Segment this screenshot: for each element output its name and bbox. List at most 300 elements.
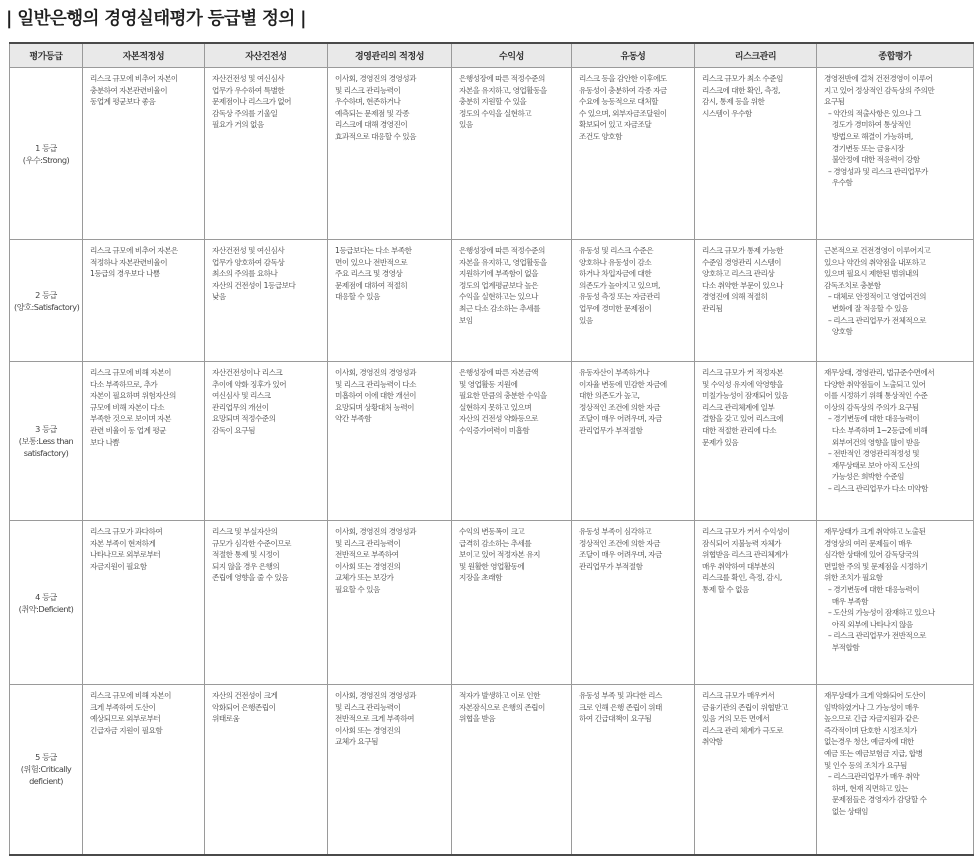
cell-text-line: 유동성 측정 또는 자금관리 <box>579 292 660 302</box>
cell-text-line: 업무에 경미한 문제점이 <box>579 303 652 313</box>
summary-bullet-line <box>824 783 967 795</box>
page-title: | 일반은행의 경영실태평가 등급별 정의 | <box>6 9 306 29</box>
cell-text-line: 이사회, 경영진의 경영성과 <box>335 527 416 536</box>
cell-text-line: 업무가 양호하여 감독상 <box>212 257 285 267</box>
cell-text-line: 있음 <box>579 315 593 325</box>
grade-cell <box>10 521 83 685</box>
asset-quality-cell <box>205 362 328 521</box>
cell-text-line: 있음 <box>459 120 473 130</box>
cell-text-line: 리스크 규모에 비추어 자본이 <box>90 74 178 83</box>
summary-bullet-line <box>824 483 967 495</box>
cell-text-line: 예상되므로 외부로부터 <box>90 714 161 724</box>
summary-bullet-line <box>824 460 967 472</box>
cell-text-line: 수준임 경영관리 시스템이 <box>702 257 782 267</box>
summary-bullet-line <box>824 437 967 449</box>
summary-text-line: 예금 또는 예금보험금 지급, 합병 <box>824 748 923 758</box>
cell-text-line: 자본을 유지하고, 영업활동을 <box>459 257 547 267</box>
cell-text-line: 의존도가 높아지고 있으며, <box>579 280 660 290</box>
cell-text-line: 대응할 수 있음 <box>335 292 380 302</box>
cell-text-line: 다소 취약한 부문이 있으나 <box>702 280 783 290</box>
bullet-text: 변화에 잘 적응할 수 있음 <box>831 303 908 313</box>
cell-text-line: 급격히 감소하는 추세를 <box>459 538 532 548</box>
cell-text-line: 악화되어 은행존립이 <box>212 702 276 712</box>
cell-text-line: 요망되며 적정수준의 <box>212 414 276 424</box>
liquidity-cell <box>572 685 695 855</box>
bullet-dash: – <box>828 166 834 176</box>
cell-text-line: 금융기관의 존립이 위협받고 <box>702 702 788 712</box>
cell-text-line: 리스크 규모가 커서 수익성이 <box>702 527 790 536</box>
summary-bullet-line <box>824 119 967 131</box>
cell-text-line: 자산의 건전성 약화등으로 <box>459 414 539 424</box>
bullet-text: 전반적인 경영관리적정성 및 <box>833 449 920 459</box>
cell-text-line: 대한 적절한 관리에 다소 <box>702 425 777 435</box>
summary-bullet-line <box>824 143 967 155</box>
cell-text-line: 및 리스크 관리능력이 <box>335 85 401 95</box>
cell-text-line: 및 원활한 영업활동에 <box>459 561 525 571</box>
asset-quality-cell <box>205 521 328 685</box>
grade-number: 2 등급 <box>35 289 57 300</box>
cell-text-line: 정도의 업계평균보다 높은 <box>459 280 539 290</box>
cell-text-line: 은행성장에 따른 적정수준의 <box>459 74 545 83</box>
bullet-text: 리스크 관리업무가 다소 미약함 <box>833 483 928 493</box>
cell-text-line: 및 영업활동 지원에 <box>459 379 518 389</box>
cell-text-line: 전반적으로 부족하여 <box>335 550 399 560</box>
summary-text-line: 요구됨 <box>824 97 845 107</box>
grade-description: (양호:Satisfactory) <box>14 301 80 312</box>
cell-text-line: 자산의 건전성이 크게 <box>212 691 278 700</box>
earnings-cell <box>452 685 572 855</box>
summary-bullet-line <box>824 471 967 483</box>
bullet-text: 하며, 현재 직면하고 있는 <box>831 783 908 793</box>
table-row <box>10 240 974 362</box>
cell-text-line: 리스크를 확인, 측정, 감시, <box>702 573 782 583</box>
summary-bullet-line <box>824 326 967 338</box>
rating-table <box>9 42 974 856</box>
cell-text-line: 주요 리스크 및 경영상 <box>335 269 403 279</box>
cell-text-line: 양호하고 리스크 관리상 <box>702 269 775 279</box>
cell-text-line: 이자율 변동에 민감한 자금에 <box>579 379 667 389</box>
cell-text-line: 하여 긴급대책이 요구됨 <box>579 714 652 724</box>
cell-text-line: 및 수익성 유지에 악영향을 <box>702 379 783 389</box>
risk-management-cell <box>695 685 817 855</box>
earnings-cell <box>452 68 572 240</box>
grade-cell <box>10 362 83 521</box>
cell-text-line: 수 있으며, 외부자금조달원이 <box>579 108 667 118</box>
cell-text-line: 유동성 부족이 심각하고 <box>579 527 652 536</box>
cell-text-line: 자본잠식으로 은행의 존립이 <box>459 702 545 712</box>
cell-text-line: 크게 부족하여 도산이 <box>90 702 156 712</box>
cell-text-line: 이사회, 경영진의 경영성과 <box>335 74 416 83</box>
table-body <box>10 68 974 855</box>
composite-cell <box>817 68 974 240</box>
bullet-text: 리스크 관리업무가 전체적으로 <box>833 315 926 325</box>
cell-text-line: 경영진에 의해 적절히 <box>702 292 768 302</box>
header-grade: 평가등급 <box>10 43 83 68</box>
summary-bullet-line <box>824 154 967 166</box>
summary-bullet-line <box>824 166 967 178</box>
grade-number: 1 등급 <box>35 142 57 153</box>
cell-text-line: 규모가 심각한 수준이므로 <box>212 538 292 548</box>
cell-text-line: 하거나 차입자금에 대한 <box>579 269 652 279</box>
cell-text-line: 유동자산이 부족하거나 <box>579 368 650 377</box>
bullet-dash: – <box>828 631 834 641</box>
cell-text-line: 수익증가여력이 미흡함 <box>459 425 530 435</box>
summary-text-line: 근본적으로 건전경영이 이루어지고 <box>824 246 931 255</box>
grade-description: (취약:Deficient) <box>18 603 74 614</box>
summary-bullet-line <box>824 794 967 806</box>
summary-bullet-line <box>824 642 967 654</box>
risk-management-cell <box>695 68 817 240</box>
liquidity-cell <box>572 68 695 240</box>
cell-text-line: 있음 거의 모든 면에서 <box>702 714 770 724</box>
cell-text-line: 적절한 통제 및 시정이 <box>212 550 280 560</box>
cell-text-line: 및 리스크 관리능력이 <box>335 538 401 548</box>
bullet-dash: – <box>828 108 834 118</box>
bullet-text: 대체로 안정적이고 영업여건의 <box>833 292 926 302</box>
cell-text-line: 위협을 받음 <box>459 714 496 724</box>
cell-text-line: 관리업무의 개선이 <box>212 402 269 412</box>
bullet-text: 경기변동에 대한 대응능력이 <box>833 414 920 424</box>
cell-text-line: 리스크 규모가 통제 가능한 <box>702 246 783 255</box>
cell-text-line: 양호하나 유동성이 감소 <box>579 257 652 267</box>
summary-text-line: 지고 있어 정상적인 감독상의 주의만 <box>824 85 935 95</box>
cell-text-line: 충분하여 자본관련비율이 <box>90 85 168 95</box>
cell-text-line: 자산건전성 및 여신심사 <box>212 246 285 255</box>
grade-description: (우수:Strong) <box>22 154 70 165</box>
summary-bullet-line <box>824 619 967 631</box>
cell-text-line: 지장을 초래함 <box>459 573 502 583</box>
cell-text-line: 예측되는 문제점 및 각종 <box>335 108 410 118</box>
summary-bullet-line <box>824 806 967 818</box>
cell-text-line: 자본 부족이 현저하게 <box>90 538 156 548</box>
cell-text-line: 이사회 또는 경영진의 <box>335 725 401 735</box>
cell-text-line: 자산건전성 및 여신심사 <box>212 74 285 83</box>
summary-bullet-line <box>824 607 967 619</box>
summary-text-line: 및 인수 등의 조치가 요구됨 <box>824 760 907 770</box>
bullet-text: 우수함 <box>831 178 853 188</box>
cell-text-line: 낮음 <box>212 292 226 302</box>
cell-text-line: 리스크 규모에 비추어 자본은 <box>90 246 178 255</box>
cell-text-line: 교체가 또는 보강가 <box>335 573 394 583</box>
cell-text-line: 문제점에 대하여 적절히 <box>335 280 408 290</box>
composite-cell <box>817 240 974 362</box>
cell-text-line: 1등급보다는 다소 부족한 <box>335 246 412 255</box>
cell-text-line: 최근 다소 감소하는 추세를 <box>459 303 540 313</box>
cell-text-line: 결함을 갖고 있어 리스크에 <box>702 414 783 424</box>
cell-text-line: 유동성이 충분하여 각종 자금 <box>579 85 667 95</box>
cell-text-line: 리스크 관리 체계가 극도로 <box>702 725 783 735</box>
summary-bullet-line <box>824 291 967 303</box>
grade-cell <box>10 240 83 362</box>
summary-text-line: 즉각적이며 단호한 시정조치가 <box>824 725 917 735</box>
cell-text-line: 나타나므로 외부로부터 <box>90 550 161 560</box>
asset-quality-cell <box>205 685 328 855</box>
cell-text-line: 문제가 있음 <box>702 437 739 447</box>
bullet-text: 경영성과 및 리스크 관리업무가 <box>833 166 928 176</box>
cell-text-line: 교체가 요구됨 <box>335 737 378 747</box>
cell-text-line: 정상적인 조건에 의한 자금 <box>579 538 660 548</box>
bullet-dash: – <box>828 315 834 325</box>
grade-number: 3 등급 <box>35 424 57 434</box>
bullet-text: 방법으로 해결이 가능하며, <box>831 131 913 141</box>
summary-text-line: 면밀한 주의 및 문제점을 시정하기 <box>824 561 928 571</box>
table-header-row <box>10 43 974 68</box>
cell-text-line: 약간 부족함 <box>335 414 372 424</box>
bullet-dash: – <box>828 414 834 424</box>
bullet-text: 없는 상태임 <box>831 806 868 816</box>
cell-text-line: 자본이 필요하며 위험자산의 <box>90 391 176 401</box>
bullet-text: 아직 외부에 나타나지 않음 <box>831 619 913 629</box>
cell-text-line: 리스크 규모에 비해 자본이 <box>90 691 171 700</box>
cell-text-line: 보다 나쁨 <box>90 437 120 447</box>
cell-text-line: 부족한 것으로 보이며 자본 <box>90 414 171 424</box>
cell-text-line: 자금지원이 필요함 <box>90 561 147 571</box>
risk-management-cell <box>695 362 817 521</box>
bullet-text: 가능성은 희박한 수준임 <box>831 472 905 482</box>
cell-text-line: 자산건전성이나 리스크 <box>212 368 283 377</box>
cell-text-line: 적정하나 자본관련비율이 <box>90 257 168 267</box>
cell-text-line: 매우 취약하여 대부분의 <box>702 561 775 571</box>
asset-quality-cell <box>205 68 328 240</box>
cell-text-line: 효과적으로 대응할 수 있음 <box>335 131 416 141</box>
cell-text-line: 리스크 및 부실자산의 <box>212 527 278 536</box>
cell-text-line: 여신심사 및 리스크 <box>212 391 271 401</box>
cell-text-line: 리스크 규모가 커 적정자본 <box>702 368 783 377</box>
summary-bullet-line <box>824 315 967 327</box>
composite-cell <box>817 521 974 685</box>
cell-text-line: 관련 비율이 동 업계 평균 <box>90 425 167 435</box>
cell-text-line: 자산의 건전성이 1등급보다 <box>212 280 296 290</box>
summary-bullet-line <box>824 413 967 425</box>
header-asset-quality: 자산건전성 <box>205 43 328 68</box>
liquidity-cell <box>572 521 695 685</box>
summary-text-line: 재무상태가 크게 취약하고 노출된 <box>824 527 926 536</box>
bullet-text: 약간의 적출사항은 있으나 그 <box>833 108 921 118</box>
cell-text-line: 충분히 지원할 수 있을 <box>459 97 527 107</box>
management-cell <box>328 685 452 855</box>
summary-text-line: 심각한 상태에 있어 감독당국의 <box>824 550 919 560</box>
header-management: 경영관리의 적정성 <box>328 43 452 68</box>
cell-text-line: 필요할 수 있음 <box>335 584 380 594</box>
summary-text-line: 재무상태가 크게 악화되어 도산이 <box>824 691 926 700</box>
cell-text-line: 요망되며 상황대처 능력이 <box>335 402 415 412</box>
summary-text-line: 감독조치로 충분함 <box>824 280 881 290</box>
cell-text-line: 리스크에 대한 확인, 측정, <box>702 85 780 95</box>
management-cell <box>328 362 452 521</box>
summary-text-line: 있으며 필요시 제한된 범위내의 <box>824 269 919 279</box>
cell-text-line: 확보되어 있고 자금조달 <box>579 120 652 130</box>
cell-text-line: 면이 있으나 전반적으로 <box>335 257 408 267</box>
table-row <box>10 68 974 240</box>
summary-text-line: 높으므로 긴급 자금지원과 같은 <box>824 714 919 724</box>
cell-text-line: 1등급의 경우보다 나쁨 <box>90 269 160 279</box>
risk-management-cell <box>695 521 817 685</box>
header-liquidity: 유동성 <box>572 43 695 68</box>
capital-adequacy-cell <box>83 685 205 855</box>
cell-text-line: 되지 않을 경우 은행의 <box>212 561 280 571</box>
earnings-cell <box>452 240 572 362</box>
summary-bullet-line <box>824 448 967 460</box>
composite-cell <box>817 362 974 521</box>
summary-bullet-line <box>824 131 967 143</box>
liquidity-cell <box>572 362 695 521</box>
cell-text-line: 우수하며, 현존하거나 <box>335 97 401 107</box>
bullet-dash: – <box>828 584 834 594</box>
cell-text-line: 크로 인해 은행 존립이 위태 <box>579 702 662 712</box>
cell-text-line: 리스크 관리체계에 일부 <box>702 402 775 412</box>
bullet-text: 외부여건의 영향을 많이 받음 <box>831 437 920 447</box>
summary-bullet-line <box>824 108 967 120</box>
cell-text-line: 이사회 또는 경영진의 <box>335 561 401 571</box>
cell-text-line: 이사회, 경영진의 경영성과 <box>335 368 416 377</box>
cell-text-line: 규모에 비해 자본이 다소 <box>90 402 165 412</box>
cell-text-line: 관리업무가 부적절함 <box>579 561 643 571</box>
cell-text-line: 보이고 있어 적정자본 유지 <box>459 550 540 560</box>
bullet-dash: – <box>828 483 834 493</box>
cell-text-line: 리스크 등을 감안한 이후에도 <box>579 74 667 83</box>
cell-text-line: 지원하기에 부족함이 없을 <box>459 269 539 279</box>
cell-text-line: 유동성 및 리스크 수준은 <box>579 246 654 255</box>
summary-text-line: 이상의 감독상의 주의가 요구됨 <box>824 402 919 412</box>
header-capital-adequacy: 자본적정성 <box>83 43 205 68</box>
cell-text-line: 유동성 부족 및 과다한 리스 <box>579 691 662 700</box>
bullet-text: 경기변동 또는 금융시장 <box>831 143 905 153</box>
bullet-text: 불안정에 대한 적응력이 강함 <box>831 155 920 165</box>
cell-text-line: 존립에 영향을 줄 수 있음 <box>212 573 289 583</box>
capital-adequacy-cell <box>83 240 205 362</box>
cell-text-line: 리스크 규모에 비해 자본이 <box>90 368 171 377</box>
summary-text-line: 위한 조치가 필요함 <box>824 573 883 583</box>
grade-number: 4 등급 <box>35 591 57 602</box>
bullet-text: 도산의 가능성이 잠재하고 있으나 <box>833 608 935 618</box>
management-cell <box>328 521 452 685</box>
summary-text-line: 없는경우 청산, 예금자에 대한 <box>824 737 914 747</box>
bullet-dash: – <box>828 292 834 302</box>
cell-text-line: 및 리스크 관리능력이 <box>335 702 401 712</box>
bullet-text: 매우 부족함 <box>831 596 868 606</box>
summary-text-line: 재무상태, 경영관리, 법규준수면에서 <box>824 368 935 377</box>
bullet-text: 경기변동에 대한 대응능력이 <box>833 584 920 594</box>
capital-adequacy-cell <box>83 362 205 521</box>
summary-bullet-line <box>824 596 967 608</box>
cell-text-line: 조건도 양호함 <box>579 131 622 141</box>
grade-description: (보통:Less than satisfactory) <box>18 436 74 458</box>
bullet-dash: – <box>828 608 834 618</box>
cell-text-line: 동업계 평균보다 좋음 <box>90 97 156 107</box>
bullet-text: 정도가 경미하여 통상적인 <box>831 120 911 130</box>
cell-text-line: 이사회, 경영진의 경영성과 <box>335 691 416 700</box>
cell-text-line: 수요에 능동적으로 대처할 <box>579 97 659 107</box>
summary-text-line: 임박하였거나 그 가능성이 매우 <box>824 702 919 712</box>
summary-text-line: 경영전반에 걸쳐 건전경영이 이루어 <box>824 74 933 83</box>
cell-text-line: 실현하지 못하고 있으며 <box>459 402 532 412</box>
cell-text-line: 은행성장에 따른 적정수준의 <box>459 246 545 255</box>
capital-adequacy-cell <box>83 521 205 685</box>
summary-text-line: 경영상의 여러 문제들이 매우 <box>824 538 912 548</box>
header-composite: 종합평가 <box>817 43 974 68</box>
cell-text-line: 전반적으로 크게 부족하여 <box>335 714 415 724</box>
cell-text-line: 통제 할 수 없음 <box>702 584 749 594</box>
cell-text-line: 수익의 변동폭이 크고 <box>459 527 525 536</box>
cell-text-line: 업무가 우수하여 특별한 <box>212 85 285 95</box>
cell-text-line: 긴급자금 지원이 필요함 <box>90 725 163 735</box>
bullet-dash: – <box>828 772 834 782</box>
cell-text-line: 정상적인 조건에 의한 자금 <box>579 402 660 412</box>
cell-text-line: 리스크에 대해 경영진이 <box>335 120 408 130</box>
grade-description: (위험:Critically deficient) <box>20 764 72 787</box>
cell-text-line: 적자가 발생하고 이로 인한 <box>459 691 540 700</box>
cell-text-line: 다소 부족하므로, 추가 <box>90 379 158 389</box>
bullet-dash: – <box>828 449 834 459</box>
summary-bullet-line <box>824 303 967 315</box>
bullet-text: 재무상태로 보아 아직 도산의 <box>831 460 920 470</box>
cell-text-line: 문제점이나 리스크가 없어 <box>212 97 292 107</box>
cell-text-line: 리스크 규모가 매우커서 <box>702 691 775 700</box>
summary-text-line: 이를 시정하기 위해 통상적인 수준 <box>824 391 928 401</box>
header-risk-management: 리스크관리 <box>695 43 817 68</box>
cell-text-line: 잠식되어 지불능력 자체가 <box>702 538 782 548</box>
grade-cell <box>10 68 83 240</box>
cell-text-line: 미칠가능성이 잠재되어 있음 <box>702 391 788 401</box>
table-row <box>10 362 974 521</box>
cell-text-line: 관리됨 <box>702 303 723 313</box>
cell-text-line: 자본을 유지하고, 영업활동을 <box>459 85 547 95</box>
cell-text-line: 취약함 <box>702 737 723 747</box>
bullet-text: 양호함 <box>831 327 853 337</box>
bullet-text: 문제점들은 경영자가 감당할 수 <box>831 795 927 805</box>
summary-text-line: 다양한 취약점들이 노출되고 있어 <box>824 379 926 389</box>
cell-text-line: 필요가 거의 없음 <box>212 120 264 130</box>
cell-text-line: 대한 의존도가 높고, <box>579 391 640 401</box>
summary-bullet-line <box>824 425 967 437</box>
cell-text-line: 리스크 규모가 최소 수준임 <box>702 74 783 83</box>
cell-text-line: 수익을 실현하고는 있으나 <box>459 292 539 302</box>
summary-bullet-line <box>824 584 967 596</box>
earnings-cell <box>452 362 572 521</box>
risk-management-cell <box>695 240 817 362</box>
cell-text-line: 관리업무가 부적절함 <box>579 425 643 435</box>
management-cell <box>328 240 452 362</box>
cell-text-line: 보임 <box>459 315 473 325</box>
cell-text-line: 미흡하여 이에 대한 개선이 <box>335 391 416 401</box>
earnings-cell <box>452 521 572 685</box>
cell-text-line: 추이에 약화 징후가 있어 <box>212 379 287 389</box>
bullet-text: 부적합함 <box>831 642 860 652</box>
asset-quality-cell <box>205 240 328 362</box>
cell-text-line: 조달이 매우 어려우며, 자금 <box>579 414 662 424</box>
cell-text-line: 감독이 요구됨 <box>212 425 255 435</box>
summary-bullet-line <box>824 177 967 189</box>
liquidity-cell <box>572 240 695 362</box>
grade-number: 5 등급 <box>35 752 57 763</box>
cell-text-line: 정도의 수익을 실현하고 <box>459 108 532 118</box>
cell-text-line: 시스템이 우수함 <box>702 108 752 118</box>
cell-text-line: 및 리스크 관리능력이 다소 <box>335 379 416 389</box>
cell-text-line: 필요한 만큼의 충분한 수익을 <box>459 391 547 401</box>
composite-cell <box>817 685 974 855</box>
cell-text-line: 위태로움 <box>212 714 240 724</box>
grade-cell <box>10 685 83 855</box>
bullet-text: 리스크 관리업무가 전반적으로 <box>833 631 926 641</box>
cell-text-line: 조달이 매우 어려우며, 자금 <box>579 550 662 560</box>
summary-text-line: 있으나 약간의 취약점을 내포하고 <box>824 257 926 267</box>
bullet-text: 리스크관리업무가 매우 취약 <box>833 772 920 782</box>
cell-text-line: 은행성장에 따른 자본금액 <box>459 368 539 377</box>
cell-text-line: 리스크 규모가 과다하여 <box>90 527 163 536</box>
capital-adequacy-cell <box>83 68 205 240</box>
summary-bullet-line <box>824 771 967 783</box>
table-row <box>10 521 974 685</box>
